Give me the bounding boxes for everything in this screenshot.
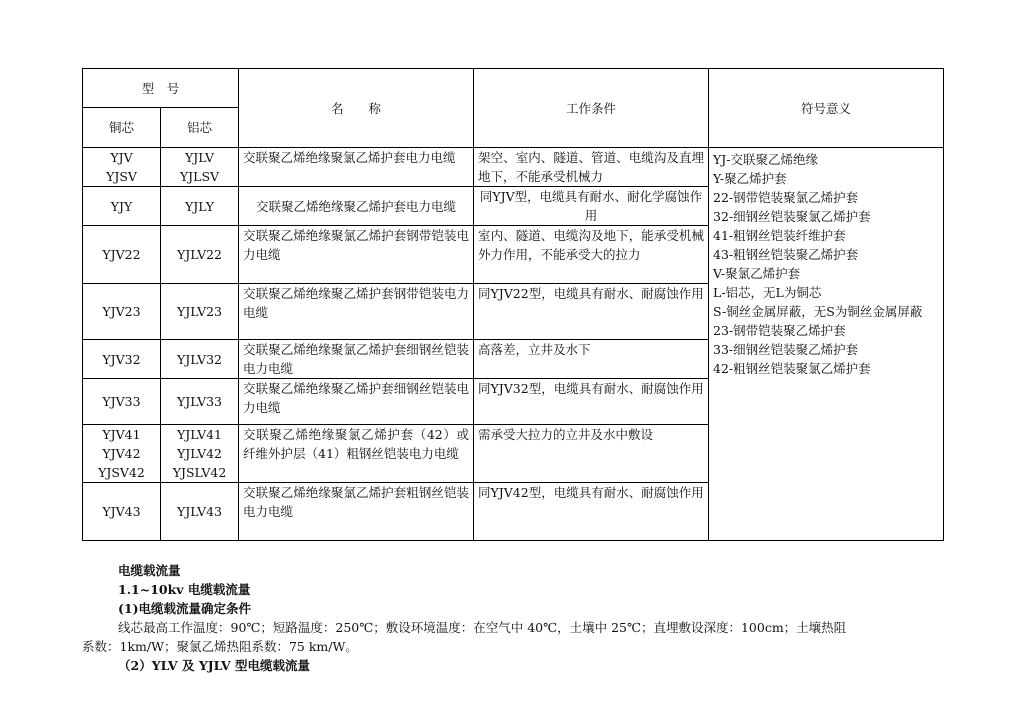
header-condition: 工作条件 bbox=[474, 69, 709, 148]
aluminum-model: YJLY bbox=[161, 187, 239, 226]
copper-model: YJV43 bbox=[83, 483, 161, 541]
header-aluminum: 铝芯 bbox=[161, 108, 239, 148]
copper-model: YJV YJSV bbox=[83, 148, 161, 187]
copper-model: YJV41 YJV42 YJSV42 bbox=[83, 425, 161, 483]
meaning-item: S-铜丝金属屏蔽，无S为铜丝金属屏蔽 bbox=[713, 304, 923, 319]
work-condition: 同YJV22型，电缆具有耐水、耐腐蚀作用 bbox=[474, 284, 709, 340]
aluminum-model: YJLV22 bbox=[161, 226, 239, 284]
cable-name: 交联聚乙烯绝缘聚氯乙烯护套粗钢丝铠装电力电缆 bbox=[239, 483, 474, 541]
section-heading: 电缆载流量 bbox=[118, 563, 181, 578]
meaning-item: 23-钢带铠装聚乙烯护套 bbox=[713, 323, 846, 338]
work-condition: 高落差，立井及水下 bbox=[474, 340, 709, 379]
symbol-meaning-list bbox=[709, 148, 944, 541]
ampacity-heading: （2）YLV 及 YJLV 型电缆载流量 bbox=[118, 658, 311, 673]
meaning-item: 22-钢带铠装聚氯乙烯护套 bbox=[713, 190, 859, 205]
cable-name: 交联聚乙烯绝缘聚氯乙烯护套钢带铠装电力电缆 bbox=[239, 226, 474, 284]
cable-name: 交联聚乙烯绝缘聚乙烯护套钢带铠装电力电缆 bbox=[239, 284, 474, 340]
header-copper: 铜芯 bbox=[83, 108, 161, 148]
cable-name: 交联聚乙烯绝缘聚氯乙烯护套细钢丝铠装电力电缆 bbox=[239, 340, 474, 379]
aluminum-model: YJLV43 bbox=[161, 483, 239, 541]
aluminum-model: YJLV YJLSV bbox=[161, 148, 239, 187]
aluminum-model: YJLV32 bbox=[161, 340, 239, 379]
meaning-item: 32-细钢丝铠装聚氯乙烯护套 bbox=[713, 209, 871, 224]
cable-name: 交联聚乙烯绝缘聚乙烯护套电力电缆 bbox=[239, 187, 474, 226]
meaning-item: 42-粗钢丝铠装聚氯乙烯护套 bbox=[713, 361, 871, 376]
aluminum-model: YJLV33 bbox=[161, 379, 239, 425]
cable-name: 交联聚乙烯绝缘聚氯乙烯护套电力电缆 bbox=[239, 148, 474, 187]
copper-model: YJV23 bbox=[83, 284, 161, 340]
meaning-item: 33-细钢丝铠装聚乙烯护套 bbox=[713, 342, 859, 357]
meaning-item: L-铝芯，无L为铜芯 bbox=[713, 285, 822, 300]
work-condition: 同YJV型，电缆具有耐水、耐化学腐蚀作用 bbox=[474, 187, 709, 226]
condition-paragraph-line2: 系数：1km/W；聚氯乙烯热阻系数：75 km/W。 bbox=[82, 639, 358, 654]
work-condition: 同YJV32型，电缆具有耐水、耐腐蚀作用 bbox=[474, 379, 709, 425]
header-name: 名 称 bbox=[239, 69, 474, 148]
cable-name: 交联聚乙烯绝缘聚乙烯护套细钢丝铠装电力电缆 bbox=[239, 379, 474, 425]
meaning-item: 43-粗钢丝铠装聚乙烯护套 bbox=[713, 247, 859, 262]
aluminum-model: YJLV41 YJLV42 YJSLV42 bbox=[161, 425, 239, 483]
condition-paragraph-line1: 线芯最高工作温度：90℃；短路温度：250℃；敷设环境温度：在空气中 40℃，土壤中 25℃；直埋敷设深度：100cm；土壤热阻 bbox=[118, 620, 847, 635]
meaning-item: V-聚氯乙烯护套 bbox=[713, 266, 801, 281]
aluminum-model: YJLV23 bbox=[161, 284, 239, 340]
work-condition: 室内、隧道、电缆沟及地下，能承受机械外力作用，不能承受大的拉力 bbox=[474, 226, 709, 284]
work-condition: 架空、室内、隧道、管道、电缆沟及直埋地下，不能承受机械力 bbox=[474, 148, 709, 187]
meaning-item: 41-粗钢丝铠装纤维护套 bbox=[713, 228, 846, 243]
work-condition: 需承受大拉力的立井及水中敷设 bbox=[474, 425, 709, 483]
copper-model: YJY bbox=[83, 187, 161, 226]
meaning-item: YJ-交联聚乙烯绝缘 bbox=[713, 152, 819, 167]
cable-type-table bbox=[82, 68, 944, 541]
meaning-item: Y-聚乙烯护套 bbox=[713, 171, 787, 186]
cable-name: 交联聚乙烯绝缘聚氯乙烯护套（42）或纤维外护层（41）粗钢丝铠装电力电缆 bbox=[239, 425, 474, 483]
copper-model: YJV22 bbox=[83, 226, 161, 284]
copper-model: YJV33 bbox=[83, 379, 161, 425]
copper-model: YJV32 bbox=[83, 340, 161, 379]
work-condition: 同YJV42型，电缆具有耐水、耐腐蚀作用 bbox=[474, 483, 709, 541]
subsection-heading: 1.1~10kv 电缆载流量 bbox=[118, 582, 251, 597]
condition-heading: (1)电缆载流量确定条件 bbox=[118, 601, 252, 616]
header-model: 型 号 bbox=[83, 69, 239, 108]
table-row bbox=[83, 148, 944, 187]
header-meaning: 符号意义 bbox=[709, 69, 944, 148]
